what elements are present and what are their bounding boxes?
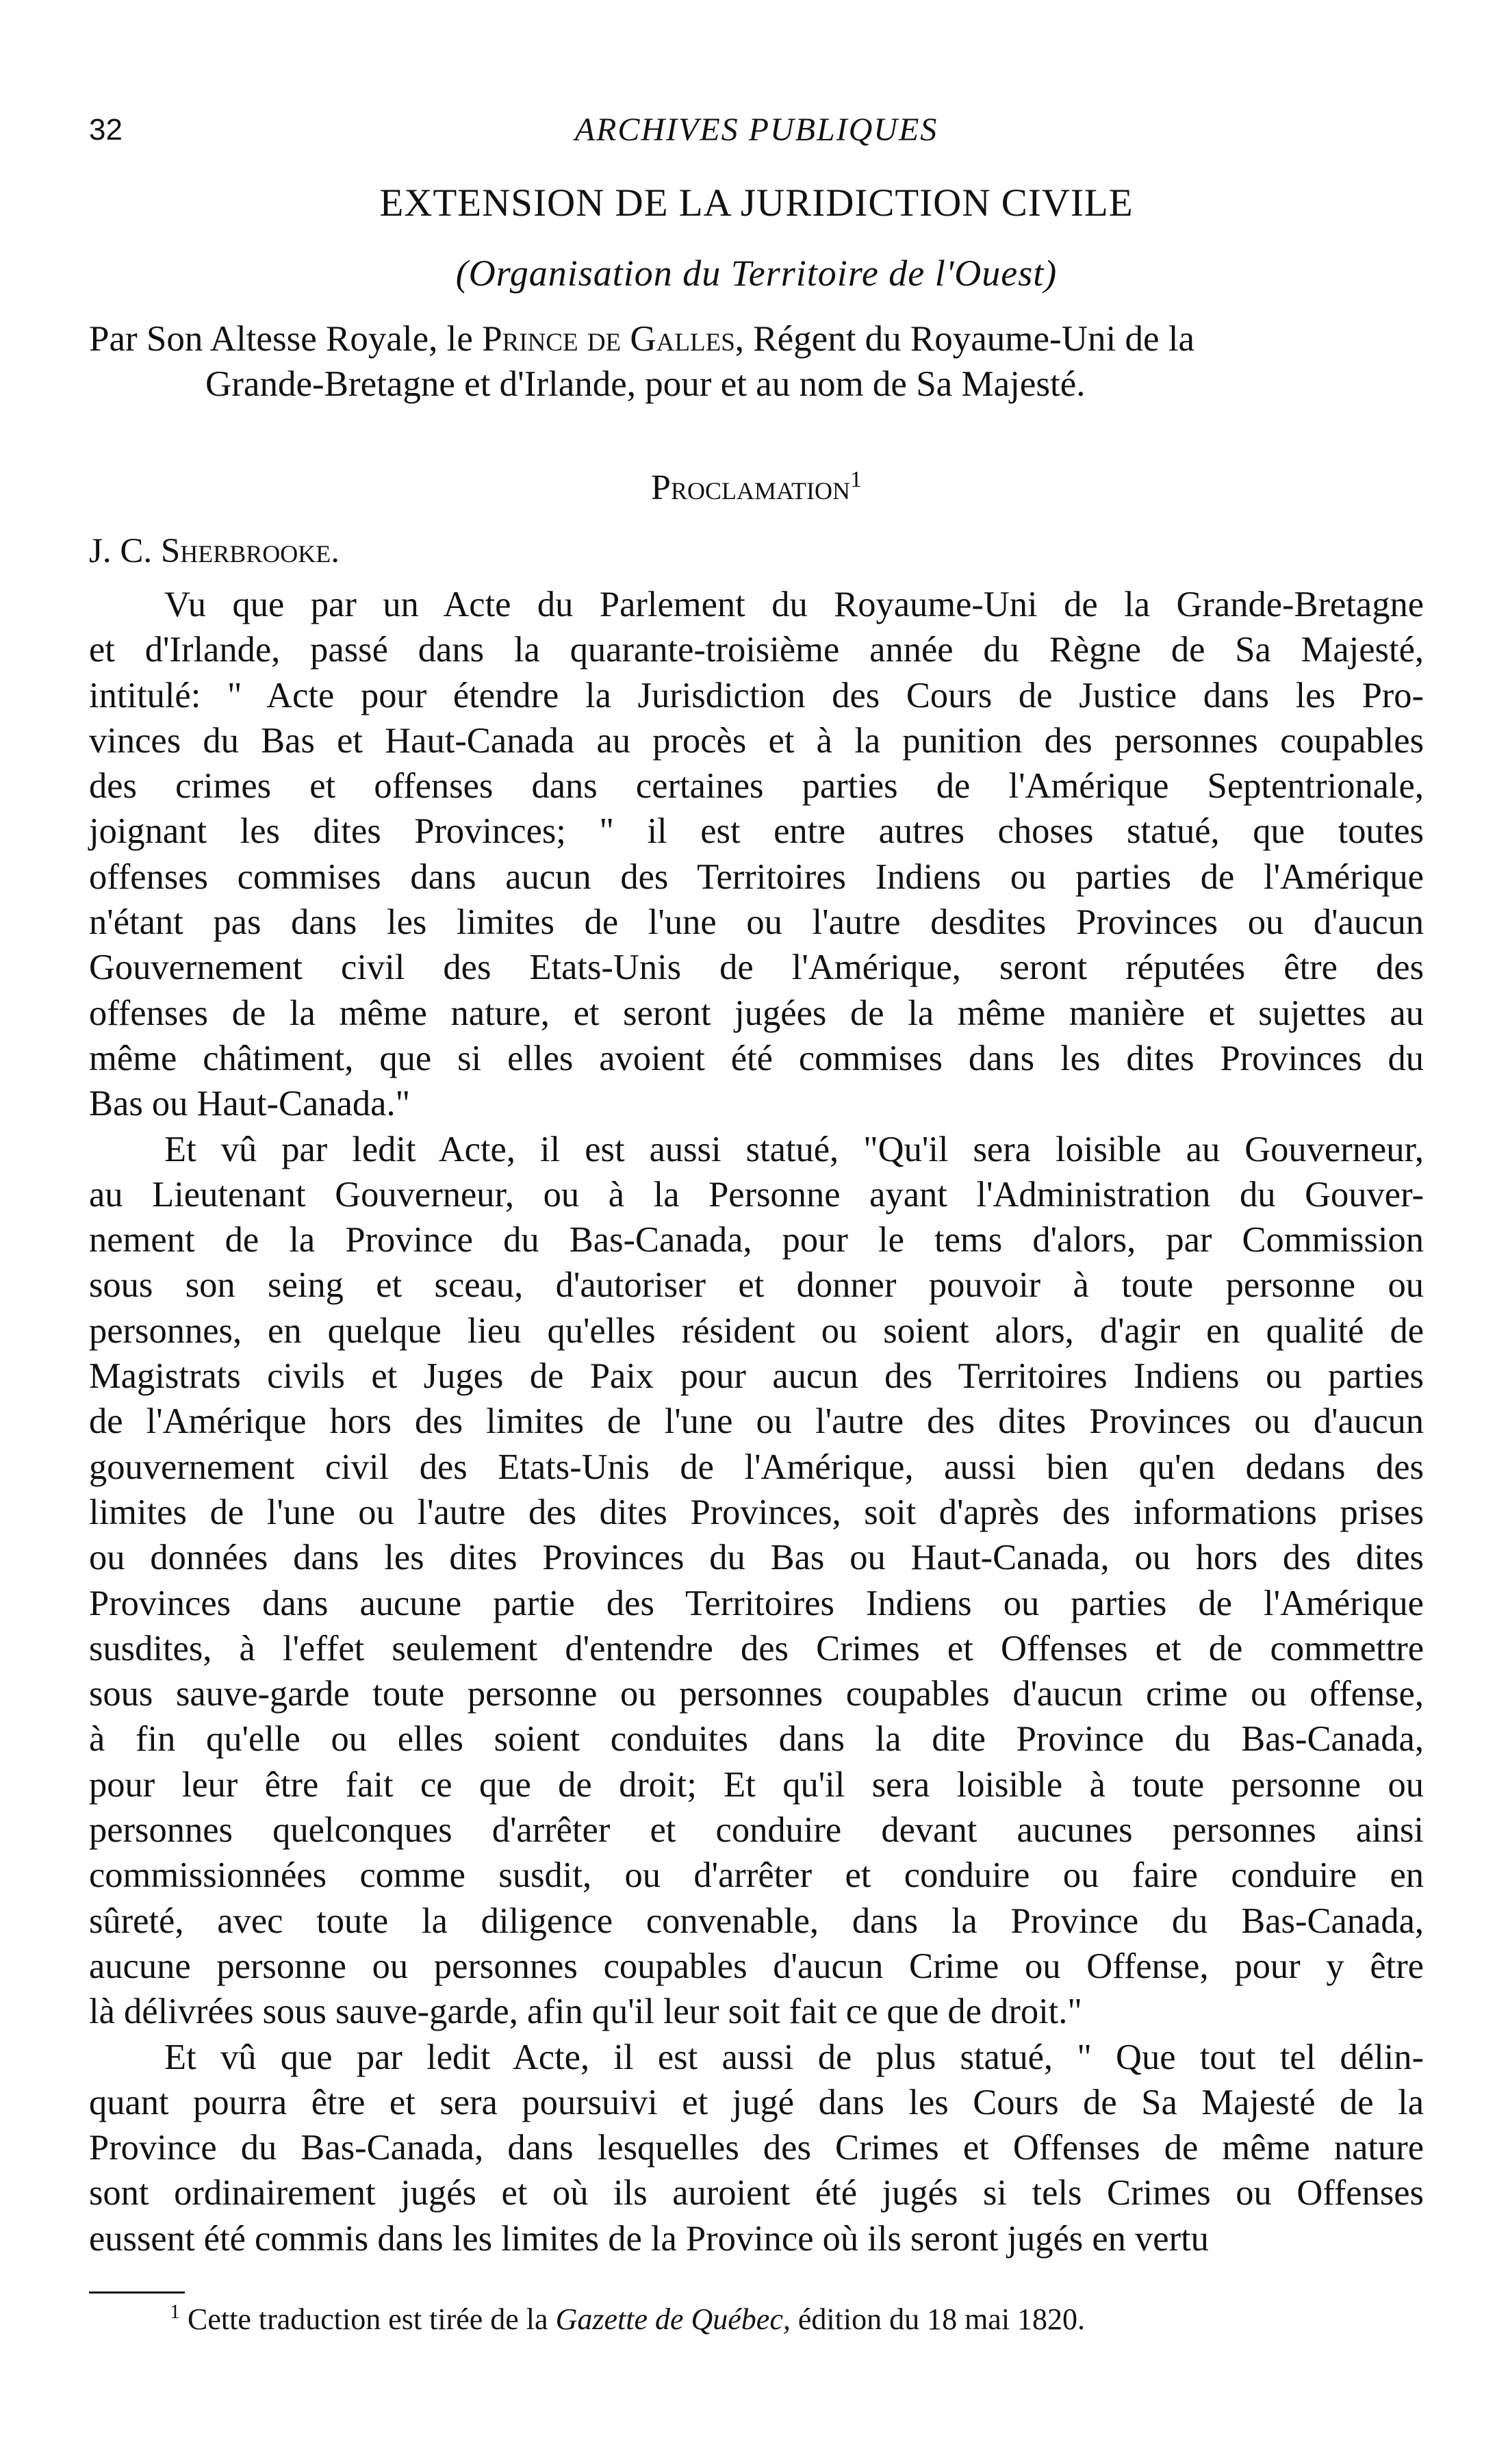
body-line: limites de l'une ou l'autre des dites Provinces, soit d'après des informations prises <box>89 1492 1424 1532</box>
signature-initials: J. C. <box>89 532 161 570</box>
body-line: n'étant pas dans les limites de l'une ou l'autre desdites Provinces ou d'aucun <box>89 902 1424 943</box>
page-number: 32 <box>89 113 123 147</box>
running-header <box>89 110 1424 164</box>
body-line: eussent été commis dans les limites de la Province où ils seront jugés en vertu <box>89 2218 1209 2259</box>
body-line: Et vû que par ledit Acte, il est aussi de plus statué, " Que tout tel délin- <box>164 2037 1424 2077</box>
body-line: des crimes et offenses dans certaines parties de l'Amérique Septentrionale, <box>89 766 1424 806</box>
body-line: vinces du Bas et Haut-Canada au procès et à la punition des personnes coupables <box>89 720 1424 761</box>
body-line: offenses de la même nature, et seront jugées de la même manière et sujettes au <box>89 993 1424 1033</box>
body-line: nement de la Province du Bas-Canada, pour le tems d'alors, par Commission <box>89 1220 1424 1260</box>
body-line: aucune personne ou personnes coupables d'aucun Crime ou Offense, pour y être <box>89 1946 1424 1986</box>
body-line: de l'Amérique hors des limites de l'une ou l'autre des dites Provinces ou d'aucun <box>89 1401 1424 1442</box>
body-line: Vu que par un Acte du Parlement du Royaume-Uni de la Grande-Bretagne <box>164 585 1424 624</box>
preamble <box>89 316 1424 407</box>
footnote-text: édition du 18 mai 1820. <box>790 2302 1086 2336</box>
prince-name: Prince de Galles <box>482 319 735 359</box>
body-line: personnes, en quelque lieu qu'elles résident ou soient alors, d'agir en qualité de <box>89 1310 1424 1351</box>
document-title: EXTENSION DE LA JURIDICTION CIVILE <box>379 181 1134 225</box>
body-line: sûreté, avec toute la diligence convenable, dans la Province du Bas-Canada, <box>89 1901 1424 1941</box>
body-line: au Lieutenant Gouverneur, ou à la Personne ayant l'Administration du Gouver- <box>89 1174 1424 1215</box>
body-line: offenses commises dans aucun des Territoires Indiens ou parties de l'Amérique <box>89 856 1424 897</box>
body-line: Gouvernement civil des Etats-Unis de l'Amérique, seront réputées être des <box>89 948 1424 988</box>
proclamation-label: Proclamation <box>651 468 850 507</box>
preamble-text: , Régent du Royaume-Uni de la <box>734 319 1194 359</box>
body-line: Province du Bas-Canada, dans lesquelles des Crimes et Offenses de même nature <box>89 2128 1424 2168</box>
signature <box>89 529 340 574</box>
body-line: quant pourra être et sera poursuivi et jugé dans les Cours de Sa Majesté de la <box>89 2082 1424 2122</box>
preamble-line: Grande-Bretagne et d'Irlande, pour et au nom de Sa Majesté. <box>205 364 1086 404</box>
body-line: personnes quelconques d'arrêter et conduire devant aucunes personnes ainsi <box>89 1810 1424 1851</box>
preamble-text: Par Son Altesse Royale, le <box>89 319 483 359</box>
footnote-marker: 1 <box>170 2300 180 2323</box>
signature-suffix: . <box>331 532 340 570</box>
body-line: à fin qu'elle ou elles soient conduites dans la dite Province du Bas-Canada, <box>89 1719 1424 1760</box>
footnote-rule <box>89 2291 185 2294</box>
preamble-line <box>89 316 1424 361</box>
body-line: là délivrées sous sauve-garde, afin qu'il leur soit fait ce que de droit." <box>89 1992 1082 2032</box>
body-line: intitulé: " Acte pour étendre la Jurisdiction des Cours de Justice dans les Pro- <box>89 675 1424 715</box>
body-line: Et vû par ledit Acte, il est aussi statué, "Qu'il sera loisible au Gouverneur, <box>164 1129 1424 1169</box>
footnote-reference: 1 <box>849 467 862 492</box>
body-line: Provinces dans aucune partie des Territoires Indiens ou parties de l'Amérique <box>89 1583 1424 1623</box>
body-line: sous sauve-garde toute personne ou personnes coupables d'aucun crime ou offense, <box>89 1674 1424 1714</box>
footnote <box>170 2299 1085 2340</box>
running-title: ARCHIVES PUBLIQUES <box>574 112 938 148</box>
signature-name: Sherbrooke <box>160 532 331 570</box>
body-line: sont ordinairement jugés et où ils auroient été jugés si tels Crimes ou Offenses <box>89 2173 1424 2213</box>
body-line: gouvernement civil des Etats-Unis de l'Amérique, aussi bien qu'en dedans des <box>89 1447 1424 1487</box>
body-line: commissionnées comme susdit, ou d'arrêter et conduire ou faire conduire en <box>89 1855 1424 1896</box>
body-line: susdites, à l'effet seulement d'entendre des Crimes et Offenses et de commettre <box>89 1628 1424 1668</box>
document-subtitle: (Organisation du Territoire de l'Ouest) <box>455 253 1058 294</box>
footnote-text: Cette traduction est tirée de la <box>180 2302 556 2336</box>
body-line: et d'Irlande, passé dans la quarante-troisième année du Règne de Sa Majesté, <box>89 630 1424 670</box>
body-line: Magistrats civils et Juges de Paix pour aucun des Territoires Indiens ou parties <box>89 1356 1424 1397</box>
body-line: sous son seing et sceau, d'autoriser et donner pouvoir à toute personne ou <box>89 1265 1424 1306</box>
body-line: Bas ou Haut-Canada." <box>89 1084 411 1124</box>
body-line: ou données dans les dites Provinces du Bas ou Haut-Canada, ou hors des dites <box>89 1538 1424 1578</box>
body-line: pour leur être fait ce que de droit; Et qu'il sera loisible à toute personne ou <box>89 1764 1424 1805</box>
body-line: même châtiment, que si elles avoient été commises dans les dites Provinces du <box>89 1038 1424 1078</box>
proclamation-heading <box>89 466 1424 511</box>
body-text <box>89 582 1424 2261</box>
body-line: joignant les dites Provinces; " il est entre autres choses statué, que toutes <box>89 811 1424 852</box>
footnote-source: Gazette de Québec, <box>555 2302 791 2336</box>
